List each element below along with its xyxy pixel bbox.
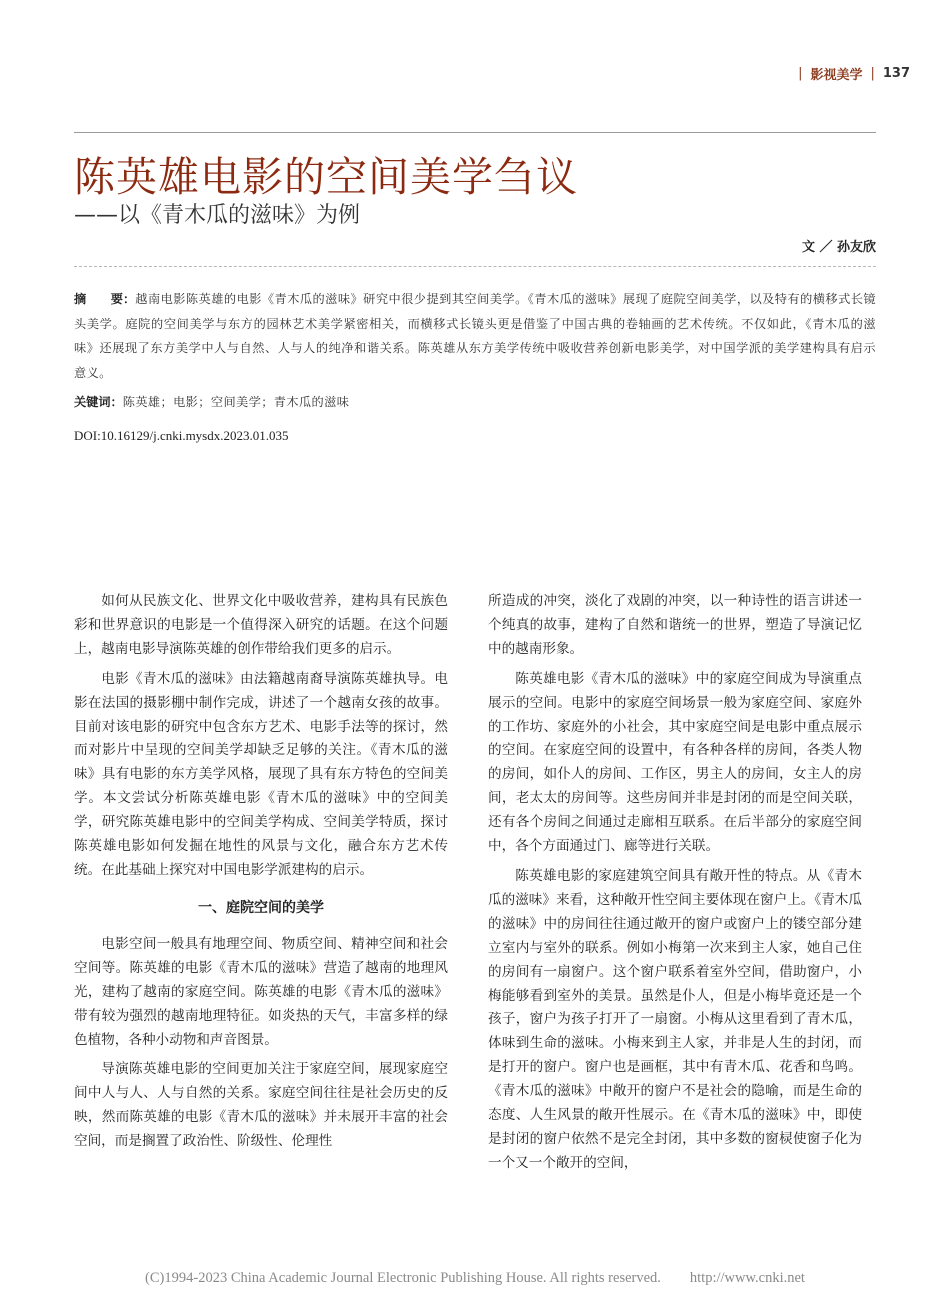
paragraph: 如何从民族文化、世界文化中吸收营养，建构具有民族色彩和世界意识的电影是一个值得深入研究的话题。在这个问题上，越南电影导演陈英雄的创作带给我们更多的启示。 — [74, 593, 448, 657]
abstract-divider — [74, 266, 876, 267]
abstract-text: 越南电影陈英雄的电影《青木瓜的滋味》研究中很少提到其空间美学。《青木瓜的滋味》展现了庭院空间美学，以及特有的横移式长镜头美学。庭院的空间美学与东方的园林艺术美学紧密相关，而横移式长镜头更是借鉴了中国古典的卷轴画的艺术传统。不仅如此，《青木瓜的滋味》还展现了东方美学中人与自然、人与人的纯净和谐关系。陈英雄从东方美学传统中吸收营养创新电影美学，对中国学派的美学建构具有启示意义。 — [74, 292, 877, 380]
section-heading: 一、庭院空间的美学 — [198, 899, 324, 916]
keywords-text: 陈英雄；电影；空间美学；青木瓜的滋味 — [122, 395, 350, 409]
paragraph: 电影《青木瓜的滋味》由法籍越南裔导演陈英雄执导。电影在法国的摄影棚中制作完成，讲述了一个越南女孩的故事。目前对该电影的研究中包含东方艺术、电影手法等的探讨，然而对影片中呈现的空间美学却缺乏足够的关注。《青木瓜的滋味》具有电影的东方美学风格，展现了具有东方特色的空间美学。本文尝试分析陈英雄电影《青木瓜的滋味》中的空间美学，研究陈英雄电影中的空间美学构成、空间美学特质，探讨陈英雄电影如何发掘在地性的风景与文化，融合东方艺术传统。在此基础上探究对中国电影学派建构的启示。 — [74, 670, 448, 878]
abstract-label: 摘 要： — [74, 292, 136, 306]
doi: DOI:10.16129/j.cnki.mysdx.2023.01.035 — [74, 428, 289, 443]
top-rule — [74, 132, 876, 133]
article-title: 陈英雄电影的空间美学刍议 — [74, 153, 578, 201]
header-separator: | — [870, 66, 875, 81]
keywords — [74, 390, 876, 414]
body-column-left — [74, 590, 448, 1154]
page-number: 137 — [882, 66, 910, 81]
copyright-footer: (C)1994-2023 China Academic Journal Electronic Publishing House. All rights reserved. http://www.cnki.net — [145, 1270, 805, 1286]
paragraph: 陈英雄电影《青木瓜的滋味》中的家庭空间成为导演重点展示的空间。电影中的家庭空间场景一般为家庭空间、家庭外的工作坊、家庭外的小社会，其中家庭空间是电影中重点展示的空间。在家庭空间的设置中，有各种各样的房间，各类人物的房间，如仆人的房间、工作区，男主人的房间，女主人的房间，老太太的房间等。这些房间并非是封闭的而是空间关联，还有各个房间之间通过走廊相互联系。在后半部分的家庭空间中，各个方面通过门、廊等进行关联。 — [488, 670, 862, 855]
paragraph: 陈英雄电影的家庭建筑空间具有敞开性的特点。从《青木瓜的滋味》来看，这种敞开性空间主要体现在窗户上。《青木瓜的滋味》中的房间往往通过敞开的窗户或窗户上的镂空部分建立室内与室外的联系。例如小梅第一次来到主人家，她自己住的房间有一扇窗户。这个窗户联系着室外空间，借助窗户，小梅能够看到室外的美景。虽然是仆人，但是小梅毕竟还是一个孩子，窗户为孩子打开了一扇窗。小梅从这里看到了青木瓜，体味到生命的滋味。小梅来到主人家，并非是人生的封闭，而是打开的窗户。窗户也是画框，其中有青木瓜、花香和鸟鸣。《青木瓜的滋味》中敞开的窗户不是社会的隐喻，而是生命的态度、人生风景的敞开性展示。在《青木瓜的滋味》中，即使是封闭的窗户依然不是完全封闭，其中多数的窗棂使窗子化为一个又一个敞开的空间， — [488, 867, 862, 1171]
keywords-label: 关键词： — [74, 395, 123, 409]
abstract — [74, 287, 876, 385]
article-subtitle: ——以《青木瓜的滋味》为例 — [74, 203, 361, 228]
paragraph: 导演陈英雄电影的空间更加关注于家庭空间，展现家庭空间中人与人、人与自然的关系。家庭空间往往是社会历史的反映，然而陈英雄的电影《青木瓜的滋味》并未展开丰富的社会空间，而是搁置了政治性、阶级性、伦理性 — [74, 1061, 448, 1150]
body-column-right — [488, 590, 862, 1176]
paragraph: 所造成的冲突，淡化了戏剧的冲突，以一种诗性的语言讲述一个纯真的故事，建构了自然和谐统一的世界，塑造了导演记忆中的越南形象。 — [488, 593, 862, 657]
paragraph: 电影空间一般具有地理空间、物质空间、精神空间和社会空间等。陈英雄的电影《青木瓜的滋味》营造了越南的地理风光，建构了越南的家庭空间。陈英雄的电影《青木瓜的滋味》带有较为强烈的越南地理特征。如炎热的天气，丰富多样的绿色植物，各种小动物和声音图景。 — [74, 935, 448, 1048]
journal-section: 影视美学 — [810, 68, 863, 83]
header-bar: | — [798, 66, 803, 81]
author-line: 文 ／ 孙友欣 — [801, 240, 876, 255]
running-header — [798, 64, 910, 83]
